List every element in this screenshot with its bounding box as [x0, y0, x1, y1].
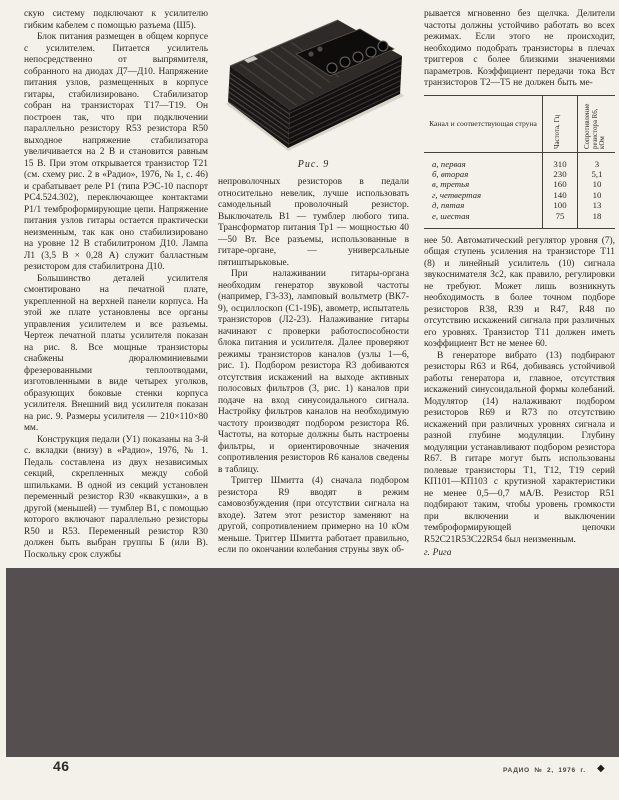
journal-issue-label: РАДИО № 2, 1976 г. [503, 767, 586, 774]
amplifier-photo [218, 4, 409, 152]
cell-resistance: 3 [578, 152, 616, 169]
filter-frequency-table [424, 95, 615, 229]
cell-frequency: 230 [543, 169, 578, 179]
filter-table-body [424, 152, 615, 228]
body-paragraph: рывается мгновенно без щелчка. Делители частоты должны устойчиво работать во всех режимах. Если этого не происходит, необходимо подобрать транзисторы в плечах триггеров с более близкими значениями параметров. Коэффициент передачи тока Вст транзисторов Т2—Т5 не должен быть ме- [424, 9, 615, 88]
cell-channel: е, шестая [432, 210, 470, 221]
table-row [424, 200, 615, 210]
column-right [424, 9, 615, 565]
header-resistance: Сопротивление резистора R6, кОм [578, 95, 616, 152]
figure-9 [218, 4, 409, 170]
cell-frequency: 160 [543, 179, 578, 189]
cell-channel: д, пятая [432, 200, 465, 211]
column-middle [218, 4, 409, 576]
body-paragraph: При налаживании гитары-органа необходим генератор звуковой частоты (например, Г3-33), ламповый вольтметр (ВК7-9), осциллоскоп (С1-19Б), авометр, испытатель транзисторов (Л2-23). Налаживание гитары начинают с проверки работоспособности блока питания и усилителя. Далее проверяют режимы транзисторов каналов (узлы 1—6, рис. 1). Подбором резистора R3 добиваются отсутствия искажений на выходе активных полосовых фильтров (3, рис. 1) каналов при подаче на вход синусоидального сигнала. Настройку фильтров каналов на необходимую частоту производят подбором резистора R6. Частоты, на которые должны быть настроены фильтры, и ориентировочные значения сопротивления резисторов R6 каналов сведены в таблицу. [218, 269, 409, 475]
cell-channel: в, третья [432, 179, 470, 190]
body-paragraph: скую систему подключают к усилителю гибким кабелем с помощью разъема (Ш5). [24, 9, 208, 31]
scan-dark-area [6, 568, 619, 757]
table-row [424, 169, 615, 179]
body-paragraph: нее 50. Автоматический регулятор уровня (7), общая ступень усиления на транзисторе Т11 (8) и линейный усилитель (10) сигнала звукоснимателя Зс2, как правило, регулировки не требуют. Может лишь возникнуть необходимость в более точном подборе резисторов R38, R39 и R47, R48 по отсутствию искажений сигнала при различных его уровнях. Транзистор Т11 должен иметь коэффициент Вст не менее 60. [424, 235, 615, 350]
diamond-icon: ◆ [597, 763, 605, 774]
cell-channel: а, первая [432, 158, 466, 169]
header-channel: Канал и соответствующая струна [424, 95, 543, 152]
body-paragraph: Конструкция педали (У1) показаны на 3-й с. вкладки (внизу) в «Радио», 1976, № 1. Педаль составлена из двух независимых секций, скрепленных между собой шпильками. В одной из секций установлен переменный резистор R30 «квакушки», а в другой (меньшей) — тумблер В1, с помощью которого включают параллельно резисторы R50 и R53. Переменный резистор R30 должен быть выбран группы Б (или В). Поскольку срок службы [24, 434, 208, 560]
cell-channel: г, четвертая [432, 189, 482, 200]
city-signature: г. Рига [424, 548, 452, 559]
cell-resistance: 13 [578, 200, 616, 210]
table-row [424, 190, 615, 200]
cell-channel: б, вторая [432, 168, 469, 179]
table-header [424, 95, 615, 152]
body-paragraph: Блок питания размещен в общем корпусе с усилителем. Питается усилитель непосредственно от выпрямителя, собранного на диодах Д7—Д10. Напряжение питания узлов, размещенных в корпусе гитары, стабилизировано. Стабилизатор собран на транзисторах Т17—Т19. Он построен так, что при подключении параллельно резистору R53 резистора R50 выходное напряжение стабилизатора увеличивается на 2 В и становится равным 15 В. При этом открывается транзистор Т21 (см. схему рис. 2 в «Радио», 1976, № 1, с. 46) и срабатывает реле Р1 (типа РЭС-10 паспорт РС4.524.302), переключающее контактами Р1/1 темброформирующие цепи. Напряжение питания узлов гитары остается практически неизменным, так как оно стабилизировано на уровне 12 В стабилитроном Д10. Лампа Л1 (3,5 В × 0,28 А) служит балластным резистором для стабилитрона Д10. [24, 32, 208, 272]
cell-resistance: 18 [578, 211, 616, 229]
table-row [424, 179, 615, 189]
cell-resistance: 10 [578, 190, 616, 200]
cell-frequency: 100 [543, 200, 578, 210]
column-left [24, 9, 208, 565]
body-paragraph: Большинство деталей усилителя смонтировано на печатной плате, укрепленной на верхней панели корпуса. На этой же плате установлены все органы управления усилителем и все разъемы. Чертеж печатной платы усилителя показан на рис. 8. Все мощные транзисторы снабжены дюралюминиевыми фрезерованными теплоотводами, изготовленными в виде четырех уголков, образующих боковые стенки корпуса усилителя. Внешний вид усилителя показан на рис. 9. Размеры усилителя — 210×110×80 мм. [24, 273, 208, 433]
page-number: 46 [53, 758, 70, 774]
cell-frequency: 75 [543, 211, 578, 229]
cell-resistance: 10 [578, 179, 616, 189]
cell-frequency: 140 [543, 190, 578, 200]
body-paragraph: непроволочных резисторов в педали относительно невелик, лучше использовать самодельный проволочный резистор. Выключатель В1 — тумблер любого типа. Трансформатор питания Тр1 — мощностью 40—50 Вт. Все разъемы, использованные в гитаре-органе, — универсальные пятиштырьковые. [218, 177, 409, 268]
table-row [424, 152, 615, 169]
table-row [424, 211, 615, 229]
figure-caption: Рис. 9 [297, 159, 330, 170]
body-paragraph: Триггер Шмитта (4) сначала подбором резистора R9 вводят в режим самовозбуждения (при отсутствии сигнала на входе). Затем этот резистор заменяют на другой, сопротивлением примерно на 10 кОм меньше. Триггер Шмитта работает правильно, если по окончании колебания струны звук об- [218, 476, 409, 555]
cell-frequency: 310 [543, 152, 578, 169]
header-frequency: Частота, Гц [543, 95, 578, 152]
body-paragraph: В генераторе вибрато (13) подбирают резисторы R63 и R64, добиваясь устойчивой работы генератора и, главное, отсутствия искажений синусоидальной формы колебаний. Модулятор (14) налаживают подбором резисторов R69 и R73 по отсутствию искажений при различных уровнях сигнала и разной глубине модуляции. Глубину модуляции устанавливают подбором резистора R67. В гитаре могут быть использованы полевые транзисторы Т1, Т12, Т19 серий КП101—КП103 с крутизной характеристики не менее 0,5—0,7 мА/В. Резистор R51 подбирают таким, чтобы уровень громкости при включении и выключении темброформирующей цепочки R52C21R53C22R54 был неизменным. [424, 350, 615, 545]
cell-resistance: 5,1 [578, 169, 616, 179]
